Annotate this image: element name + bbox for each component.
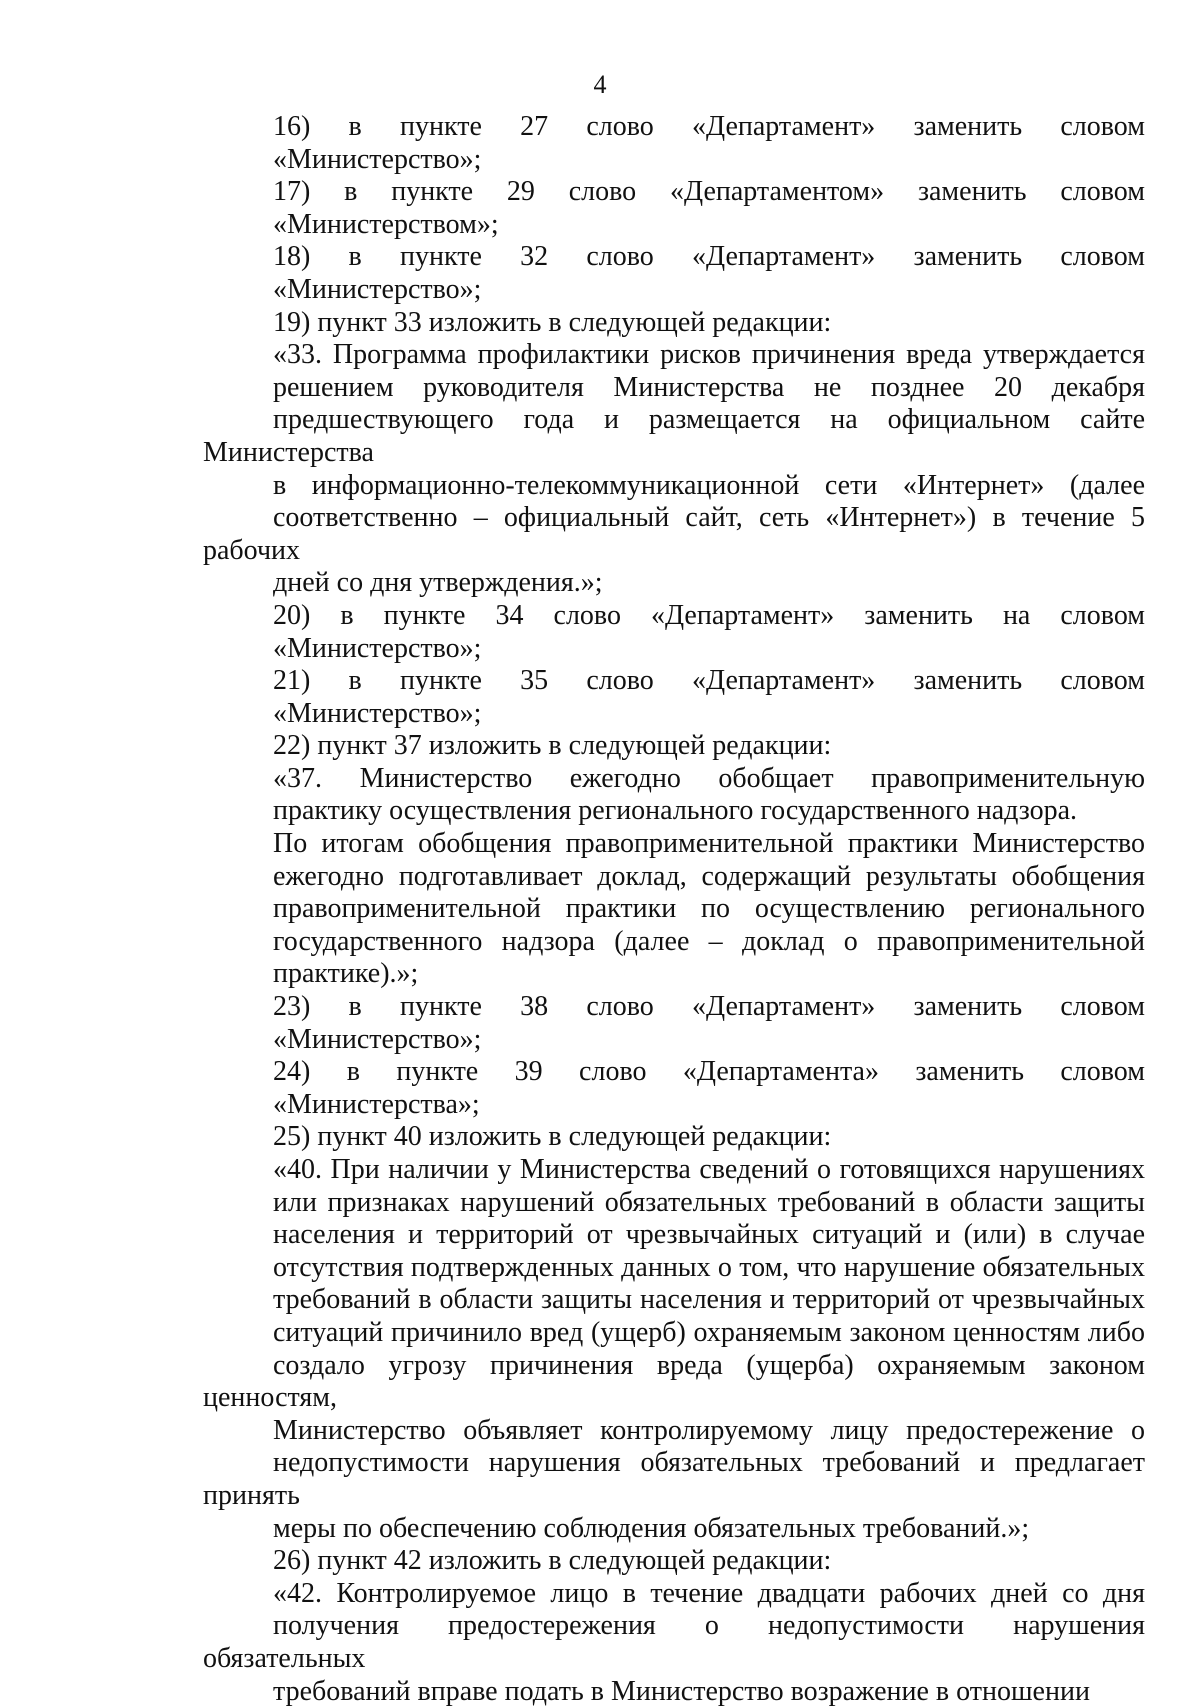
text-line: «Министерство»; xyxy=(203,144,1145,177)
paragraph xyxy=(203,828,1145,991)
text-line: недопустимости нарушения обязательных требований и предлагает принять xyxy=(203,1447,1145,1512)
text-line: получения предостережения о недопустимости нарушения обязательных xyxy=(203,1610,1145,1675)
text-line: 20) в пункте 34 слово «Департамент» заменить на словом xyxy=(203,600,1145,633)
text-line: «Министерство»; xyxy=(203,274,1145,307)
text-line: практике).»; xyxy=(203,958,1145,991)
text-line: практику осуществления регионального государственного надзора. xyxy=(203,795,1145,828)
text-line: или признаках нарушений обязательных требований в области защиты xyxy=(203,1187,1145,1220)
text-line: «42. Контролируемое лицо в течение двадцати рабочих дней со дня xyxy=(203,1578,1145,1611)
text-line: 16) в пункте 27 слово «Департамент» заменить словом xyxy=(203,111,1145,144)
text-line: «Министерство»; xyxy=(203,633,1145,666)
text-line: 19) пункт 33 изложить в следующей редакции: xyxy=(203,307,1145,340)
paragraph xyxy=(203,1121,1145,1154)
text-line: 22) пункт 37 изложить в следующей редакции: xyxy=(203,730,1145,763)
paragraph xyxy=(203,1545,1145,1578)
paragraph xyxy=(203,730,1145,763)
paragraph xyxy=(203,241,1145,306)
text-line: 18) в пункте 32 слово «Департамент» заменить словом xyxy=(203,241,1145,274)
text-line: «40. При наличии у Министерства сведений о готовящихся нарушениях xyxy=(203,1154,1145,1187)
text-line: «33. Программа профилактики рисков причинения вреда утверждается xyxy=(203,339,1145,372)
text-line: 17) в пункте 29 слово «Департаментом» заменить словом xyxy=(203,176,1145,209)
text-line: «Министерством»; xyxy=(203,209,1145,242)
text-line: создало угрозу причинения вреда (ущерба) охраняемым законом ценностям, xyxy=(203,1350,1145,1415)
paragraph xyxy=(203,176,1145,241)
text-line: дней со дня утверждения.»; xyxy=(203,567,1145,600)
text-line: ситуаций причинило вред (ущерб) охраняемым законом ценностям либо xyxy=(203,1317,1145,1350)
paragraph xyxy=(203,111,1145,176)
text-line: 26) пункт 42 изложить в следующей редакции: xyxy=(203,1545,1145,1578)
text-line: По итогам обобщения правоприменительной практики Министерство xyxy=(203,828,1145,861)
page-number: 4 xyxy=(0,70,1200,100)
text-line: в информационно-телекоммуникационной сети «Интернет» (далее xyxy=(203,470,1145,503)
text-line: «37. Министерство ежегодно обобщает правоприменительную xyxy=(203,763,1145,796)
paragraph xyxy=(203,763,1145,828)
text-line: 24) в пункте 39 слово «Департамента» заменить словом xyxy=(203,1056,1145,1089)
paragraph xyxy=(203,1056,1145,1121)
text-line: населения и территорий от чрезвычайных ситуаций и (или) в случае xyxy=(203,1219,1145,1252)
paragraph xyxy=(203,600,1145,665)
text-line: меры по обеспечению соблюдения обязательных требований.»; xyxy=(203,1513,1145,1546)
text-line: 21) в пункте 35 слово «Департамент» заменить словом xyxy=(203,665,1145,698)
text-line: требований в области защиты населения и территорий от чрезвычайных xyxy=(203,1284,1145,1317)
text-line: «Министерство»; xyxy=(203,1024,1145,1057)
text-line: государственного надзора (далее – доклад о правоприменительной xyxy=(203,926,1145,959)
text-line: 25) пункт 40 изложить в следующей редакции: xyxy=(203,1121,1145,1154)
text-line: Министерство объявляет контролируемому лицу предостережение о xyxy=(203,1415,1145,1448)
paragraph xyxy=(203,1578,1145,1708)
text-line: предшествующего года и размещается на официальном сайте Министерства xyxy=(203,404,1145,469)
paragraph xyxy=(203,991,1145,1056)
text-line: «Министерство»; xyxy=(203,698,1145,731)
text-line: правоприменительной практики по осуществлению регионального xyxy=(203,893,1145,926)
text-line: соответственно – официальный сайт, сеть «Интернет») в течение 5 рабочих xyxy=(203,502,1145,567)
paragraph xyxy=(203,339,1145,600)
document-body xyxy=(203,111,1145,1708)
text-line: 23) в пункте 38 слово «Департамент» заменить словом xyxy=(203,991,1145,1024)
paragraph xyxy=(203,1154,1145,1545)
paragraph xyxy=(203,665,1145,730)
paragraph xyxy=(203,307,1145,340)
text-line: решением руководителя Министерства не позднее 20 декабря xyxy=(203,372,1145,405)
text-line: ежегодно подготавливает доклад, содержащий результаты обобщения xyxy=(203,861,1145,894)
text-line: «Министерства»; xyxy=(203,1089,1145,1122)
text-line: отсутствия подтвержденных данных о том, что нарушение обязательных xyxy=(203,1252,1145,1285)
text-line: требований вправе подать в Министерство возражение в отношении xyxy=(203,1676,1145,1708)
